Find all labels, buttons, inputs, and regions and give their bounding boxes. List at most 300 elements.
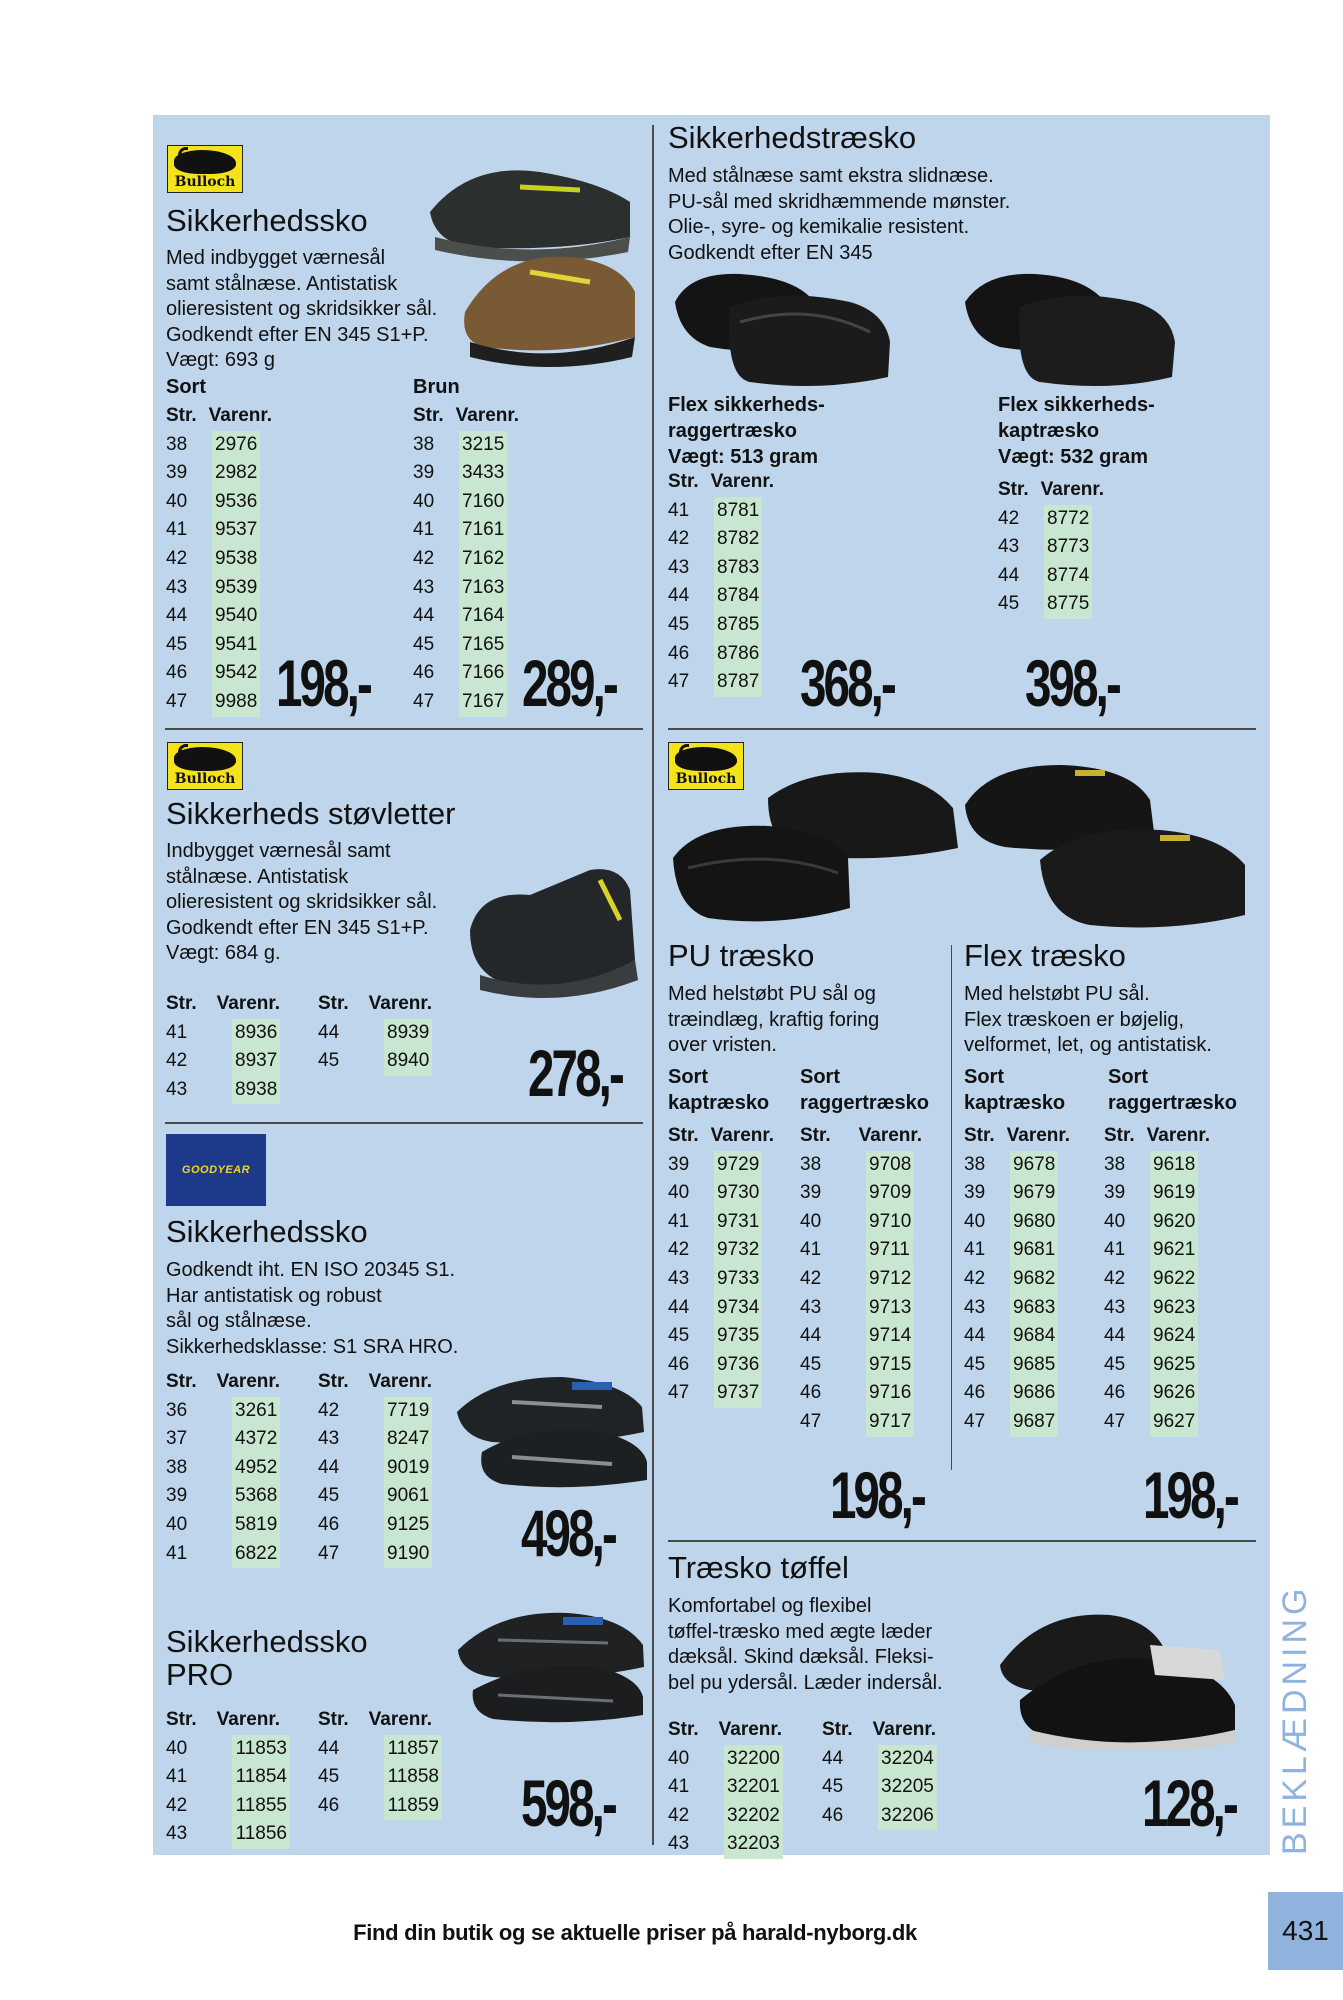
clog-image (960, 262, 1180, 392)
table-row (998, 505, 1104, 534)
table-row (964, 1265, 1070, 1294)
size-table (668, 1122, 774, 1408)
product-description: Komfortabel og flexibel tøffel-træsko med ægte læder dæksål. Skind dæksål. Fleksi- bel pu ydersål. Læder indersål. (668, 1595, 943, 1694)
table-row (668, 1236, 774, 1265)
item-number: 8782 (714, 525, 762, 554)
size-value: 45 (964, 1353, 986, 1375)
price: 498,- (521, 1496, 615, 1570)
variant-label: Sort kaptræsko (964, 1066, 1066, 1114)
item-number: 9734 (714, 1294, 762, 1323)
size-value: 46 (318, 1794, 340, 1816)
col-header: Varenr. (455, 405, 520, 426)
footer-text: Find din butik og se aktuelle priser på harald-nyborg.dk (353, 1920, 917, 1945)
size-value: 46 (413, 662, 435, 684)
item-number: 2982 (212, 459, 260, 488)
table-row (413, 574, 519, 603)
item-number: 7167 (459, 688, 507, 717)
table-row (166, 1425, 280, 1454)
table-row (800, 1151, 922, 1180)
price: 198,- (1143, 1458, 1237, 1532)
table-row (1104, 1294, 1210, 1323)
table-row (166, 1511, 280, 1540)
size-value: 40 (668, 1182, 690, 1204)
col-header: Str. (166, 1371, 197, 1392)
item-number: 9541 (212, 631, 260, 660)
item-number: 9715 (866, 1351, 914, 1380)
item-number: 9622 (1150, 1265, 1198, 1294)
price: 128,- (1142, 1766, 1236, 1840)
table-row (1104, 1379, 1210, 1408)
item-number: 7162 (459, 545, 507, 574)
table-row (668, 1151, 774, 1180)
item-number: 11855 (232, 1792, 290, 1821)
table-row (964, 1351, 1070, 1380)
size-value: 44 (166, 605, 188, 627)
item-number: 9061 (384, 1482, 432, 1511)
col-header: Varenr. (710, 1125, 775, 1146)
table-row (166, 488, 272, 517)
table-row (998, 590, 1104, 619)
item-number: 9736 (714, 1351, 762, 1380)
size-value: 44 (964, 1325, 986, 1347)
table-row (166, 1735, 290, 1764)
item-number: 9125 (384, 1511, 432, 1540)
size-value: 41 (166, 1766, 188, 1788)
item-number: 3261 (232, 1397, 280, 1426)
item-number: 9619 (1150, 1179, 1198, 1208)
item-number: 8773 (1044, 533, 1092, 562)
size-table (964, 1122, 1070, 1437)
item-number: 11853 (232, 1735, 290, 1764)
table-row (166, 659, 272, 688)
table-row (413, 545, 519, 574)
size-value: 46 (800, 1382, 822, 1404)
shoe-image (410, 142, 640, 392)
size-value: 42 (668, 528, 690, 550)
color-label: Sort (166, 376, 206, 398)
goodyear-logo: GOODYEAR (166, 1134, 266, 1206)
size-table (822, 1716, 937, 1830)
table-row (166, 1047, 280, 1076)
clog-image (668, 738, 968, 938)
price: 398,- (1025, 646, 1119, 720)
col-header: Varenr. (216, 993, 281, 1014)
size-table (166, 1706, 290, 1849)
size-value: 41 (166, 1021, 188, 1043)
size-value: 43 (1104, 1296, 1126, 1318)
size-value: 38 (1104, 1153, 1126, 1175)
size-table (668, 468, 774, 697)
size-value: 42 (166, 1050, 188, 1072)
item-number: 9627 (1150, 1408, 1198, 1437)
table-row (413, 688, 519, 717)
size-table (166, 402, 272, 717)
price: 598,- (521, 1766, 615, 1840)
col-header: Str. (668, 1719, 699, 1740)
size-value: 42 (166, 547, 188, 569)
size-value: 41 (166, 519, 188, 541)
table-row (166, 431, 272, 460)
table-row (1104, 1208, 1210, 1237)
size-value: 43 (998, 536, 1020, 558)
item-number: 9687 (1010, 1408, 1058, 1437)
size-value: 43 (668, 556, 690, 578)
item-number: 9540 (212, 602, 260, 631)
table-row (668, 1351, 774, 1380)
variant-label: Sort raggertræsko (800, 1066, 929, 1114)
item-number: 8775 (1044, 590, 1092, 619)
size-value: 42 (318, 1399, 340, 1421)
table-row (166, 688, 272, 717)
size-value: 47 (668, 671, 690, 693)
item-number: 11859 (384, 1792, 442, 1821)
table-row (668, 525, 774, 554)
size-value: 44 (668, 1296, 690, 1318)
table-row (318, 1735, 442, 1764)
item-number: 9686 (1010, 1379, 1058, 1408)
price: 278,- (528, 1036, 622, 1110)
color-label: Brun (413, 376, 460, 398)
item-number: 9714 (866, 1322, 914, 1351)
item-number: 8774 (1044, 562, 1092, 591)
product-description: Godkendt iht. EN ISO 20345 S1. Har antistatisk og robust sål og stålnæse. Sikkerhedsklasse: S1 SRA HRO. (166, 1259, 459, 1358)
size-value: 45 (668, 1325, 690, 1347)
item-number: 9685 (1010, 1351, 1058, 1380)
item-number: 9735 (714, 1322, 762, 1351)
size-table (166, 990, 280, 1104)
item-number: 9620 (1150, 1208, 1198, 1237)
size-value: 46 (964, 1382, 986, 1404)
size-value: 45 (998, 593, 1020, 615)
col-header: Varenr. (208, 405, 273, 426)
size-value: 46 (318, 1513, 340, 1535)
table-row (413, 631, 519, 660)
size-value: 43 (166, 1823, 188, 1845)
product-title: Flex træsko (964, 938, 1126, 973)
col-header: Str. (413, 405, 444, 426)
size-value: 45 (800, 1353, 822, 1375)
item-number: 9709 (866, 1179, 914, 1208)
col-header: Str. (318, 1371, 349, 1392)
table-row (668, 1294, 774, 1323)
size-value: 40 (166, 1513, 188, 1535)
table-row (166, 1076, 280, 1105)
col-header: Varenr. (1146, 1125, 1211, 1146)
item-number: 32203 (724, 1830, 783, 1859)
item-number: 2976 (212, 431, 260, 460)
size-value: 44 (998, 564, 1020, 586)
col-header: Varenr. (368, 993, 433, 1014)
col-header: Varenr. (368, 1371, 433, 1392)
item-number: 32200 (724, 1745, 783, 1774)
table-row (668, 554, 774, 583)
size-value: 43 (668, 1833, 690, 1855)
col-header: Varenr. (1006, 1125, 1071, 1146)
table-row (964, 1294, 1070, 1323)
table-row (318, 1425, 432, 1454)
shoe-image (452, 1362, 652, 1492)
item-number: 9537 (212, 516, 260, 545)
size-value: 42 (668, 1804, 690, 1826)
item-number: 9988 (212, 688, 260, 717)
size-value: 44 (413, 605, 435, 627)
size-value: 39 (413, 462, 435, 484)
size-value: 39 (964, 1182, 986, 1204)
table-row (998, 562, 1104, 591)
size-value: 37 (166, 1428, 188, 1450)
size-value: 44 (822, 1747, 844, 1769)
table-row (166, 1482, 280, 1511)
size-value: 40 (964, 1210, 986, 1232)
size-table (318, 1706, 442, 1820)
table-row (166, 631, 272, 660)
bulloch-logo: Bulloch (167, 145, 243, 193)
product-description: Med stålnæse samt ekstra slidnæse. PU-sål med skridhæmmende mønster. Olie-, syre- og kemikalie resistent. Godkendt efter EN 345 (668, 165, 1011, 264)
item-number: 8936 (232, 1019, 280, 1048)
table-row (1104, 1322, 1210, 1351)
item-number: 9684 (1010, 1322, 1058, 1351)
table-row (1104, 1236, 1210, 1265)
size-value: 41 (1104, 1239, 1126, 1261)
table-row (413, 431, 519, 460)
size-value: 43 (166, 576, 188, 598)
table-row (822, 1745, 937, 1774)
table-row (318, 1019, 432, 1048)
item-number: 32201 (724, 1773, 783, 1802)
item-number: 8940 (384, 1047, 432, 1076)
item-number: 8938 (232, 1076, 280, 1105)
size-value: 43 (964, 1296, 986, 1318)
item-number: 9708 (866, 1151, 914, 1180)
clog-image (960, 745, 1260, 935)
item-number: 9542 (212, 659, 260, 688)
item-number: 9717 (866, 1408, 914, 1437)
size-value: 36 (166, 1399, 188, 1421)
table-row (800, 1179, 922, 1208)
size-value: 43 (166, 1078, 188, 1100)
section-label: BEKLÆDNING (1276, 1584, 1314, 1855)
item-number: 9710 (866, 1208, 914, 1237)
page-number: 431 (1268, 1892, 1343, 1970)
size-table (413, 402, 519, 717)
table-row (166, 545, 272, 574)
size-value: 45 (318, 1050, 340, 1072)
col-header: Varenr. (216, 1371, 281, 1392)
price: 198,- (830, 1458, 924, 1532)
size-value: 40 (413, 490, 435, 512)
item-number: 8786 (714, 640, 762, 669)
item-number: 8781 (714, 497, 762, 526)
size-table (1104, 1122, 1210, 1437)
size-value: 41 (166, 1542, 188, 1564)
table-row (166, 1820, 290, 1849)
bulloch-logo: Bulloch (668, 742, 744, 790)
item-number: 32202 (724, 1802, 783, 1831)
item-number: 7166 (459, 659, 507, 688)
item-number: 9019 (384, 1454, 432, 1483)
item-number: 8937 (232, 1047, 280, 1076)
table-row (668, 611, 774, 640)
item-number: 7161 (459, 516, 507, 545)
size-value: 43 (800, 1296, 822, 1318)
col-header: Varenr. (216, 1709, 281, 1730)
size-value: 42 (964, 1267, 986, 1289)
item-number: 32206 (878, 1802, 937, 1831)
col-header: Str. (998, 479, 1029, 500)
size-value: 42 (668, 1239, 690, 1261)
table-row (413, 602, 519, 631)
size-value: 45 (318, 1485, 340, 1507)
item-number: 11854 (232, 1763, 290, 1792)
table-row (964, 1322, 1070, 1351)
table-row (1104, 1179, 1210, 1208)
table-row (668, 1379, 774, 1408)
table-row (668, 1322, 774, 1351)
item-number: 9732 (714, 1236, 762, 1265)
size-value: 42 (800, 1267, 822, 1289)
size-value: 44 (1104, 1325, 1126, 1347)
table-row (822, 1802, 937, 1831)
table-row (964, 1179, 1070, 1208)
size-value: 41 (668, 1210, 690, 1232)
size-value: 45 (413, 633, 435, 655)
col-header: Varenr. (710, 471, 775, 492)
divider (165, 728, 643, 730)
table-row (964, 1151, 1070, 1180)
item-number: 7163 (459, 574, 507, 603)
col-header: Str. (1104, 1125, 1135, 1146)
size-value: 46 (668, 1353, 690, 1375)
size-value: 47 (413, 690, 435, 712)
table-row (318, 1792, 442, 1821)
table-row (800, 1408, 922, 1437)
table-row (166, 574, 272, 603)
product-title: Sikkerheds støvletter (166, 796, 456, 831)
item-number: 9731 (714, 1208, 762, 1237)
table-row (318, 1047, 432, 1076)
col-header: Varenr. (1040, 479, 1105, 500)
table-row (413, 459, 519, 488)
table-row (318, 1540, 432, 1569)
size-value: 46 (166, 662, 188, 684)
table-row (166, 1019, 280, 1048)
size-value: 45 (822, 1776, 844, 1798)
table-row (668, 497, 774, 526)
item-number: 7719 (384, 1397, 432, 1426)
col-header: Varenr. (872, 1719, 937, 1740)
item-number: 9713 (866, 1294, 914, 1323)
size-value: 47 (1104, 1410, 1126, 1432)
product-description: Indbygget værnesål samt stålnæse. Antistatisk olieresistent og skridsikker sål. Godkendt efter EN 345 S1+P. Vægt: 684 g. (166, 840, 438, 964)
size-value: 41 (668, 499, 690, 521)
size-value: 40 (166, 1737, 188, 1759)
item-number: 9683 (1010, 1294, 1058, 1323)
divider (668, 728, 1256, 730)
item-number: 8787 (714, 668, 762, 697)
table-row (413, 659, 519, 688)
item-number: 7164 (459, 602, 507, 631)
size-value: 41 (800, 1239, 822, 1261)
size-value: 46 (668, 642, 690, 664)
table-row (800, 1208, 922, 1237)
col-header: Str. (964, 1125, 995, 1146)
item-number: 3433 (459, 459, 507, 488)
item-number: 9621 (1150, 1236, 1198, 1265)
item-number: 9712 (866, 1265, 914, 1294)
size-value: 42 (1104, 1267, 1126, 1289)
table-row (668, 668, 774, 697)
col-header: Str. (800, 1125, 831, 1146)
bulloch-logo: Bulloch (167, 742, 243, 790)
size-value: 45 (668, 613, 690, 635)
product-title: Træsko tøffel (668, 1550, 849, 1585)
size-table (800, 1122, 922, 1437)
item-number: 9737 (714, 1379, 762, 1408)
size-value: 39 (668, 1153, 690, 1175)
price: 289,- (522, 646, 616, 720)
size-value: 39 (1104, 1182, 1126, 1204)
size-table (166, 1368, 280, 1568)
table-row (166, 1540, 280, 1569)
col-header: Str. (822, 1719, 853, 1740)
item-number: 9626 (1150, 1379, 1198, 1408)
item-number: 9625 (1150, 1351, 1198, 1380)
item-number: 9681 (1010, 1236, 1058, 1265)
item-number: 9730 (714, 1179, 762, 1208)
size-value: 38 (800, 1153, 822, 1175)
table-row (413, 516, 519, 545)
product-title: PU træsko (668, 938, 815, 973)
clog-image (670, 262, 895, 392)
size-value: 39 (166, 1485, 188, 1507)
product-description: Med helstøbt PU sål og træindlæg, kraftig foring over vristen. (668, 983, 880, 1056)
item-number: 9682 (1010, 1265, 1058, 1294)
divider (951, 945, 952, 1470)
table-row (166, 459, 272, 488)
table-row (166, 602, 272, 631)
size-value: 45 (1104, 1353, 1126, 1375)
table-row (964, 1236, 1070, 1265)
table-row (668, 1265, 774, 1294)
size-value: 44 (318, 1021, 340, 1043)
size-value: 39 (800, 1182, 822, 1204)
size-value: 40 (668, 1747, 690, 1769)
col-header: Str. (668, 1125, 699, 1146)
size-value: 38 (413, 433, 435, 455)
col-header: Str. (166, 993, 197, 1014)
size-value: 40 (1104, 1210, 1126, 1232)
item-number: 9680 (1010, 1208, 1058, 1237)
size-value: 45 (166, 633, 188, 655)
item-number: 9618 (1150, 1151, 1198, 1180)
size-value: 46 (1104, 1382, 1126, 1404)
item-number: 8784 (714, 582, 762, 611)
clog-image (990, 1590, 1252, 1750)
table-row (964, 1208, 1070, 1237)
size-value: 40 (800, 1210, 822, 1232)
size-value: 38 (166, 433, 188, 455)
table-row (998, 533, 1104, 562)
table-row (668, 640, 774, 669)
table-row (1104, 1265, 1210, 1294)
table-row (800, 1265, 922, 1294)
col-header: Varenr. (718, 1719, 783, 1740)
size-table (998, 476, 1104, 619)
item-number: 9729 (714, 1151, 762, 1180)
table-row (166, 516, 272, 545)
product-title: Sikkerhedssko (166, 1214, 368, 1249)
item-number: 9678 (1010, 1151, 1058, 1180)
